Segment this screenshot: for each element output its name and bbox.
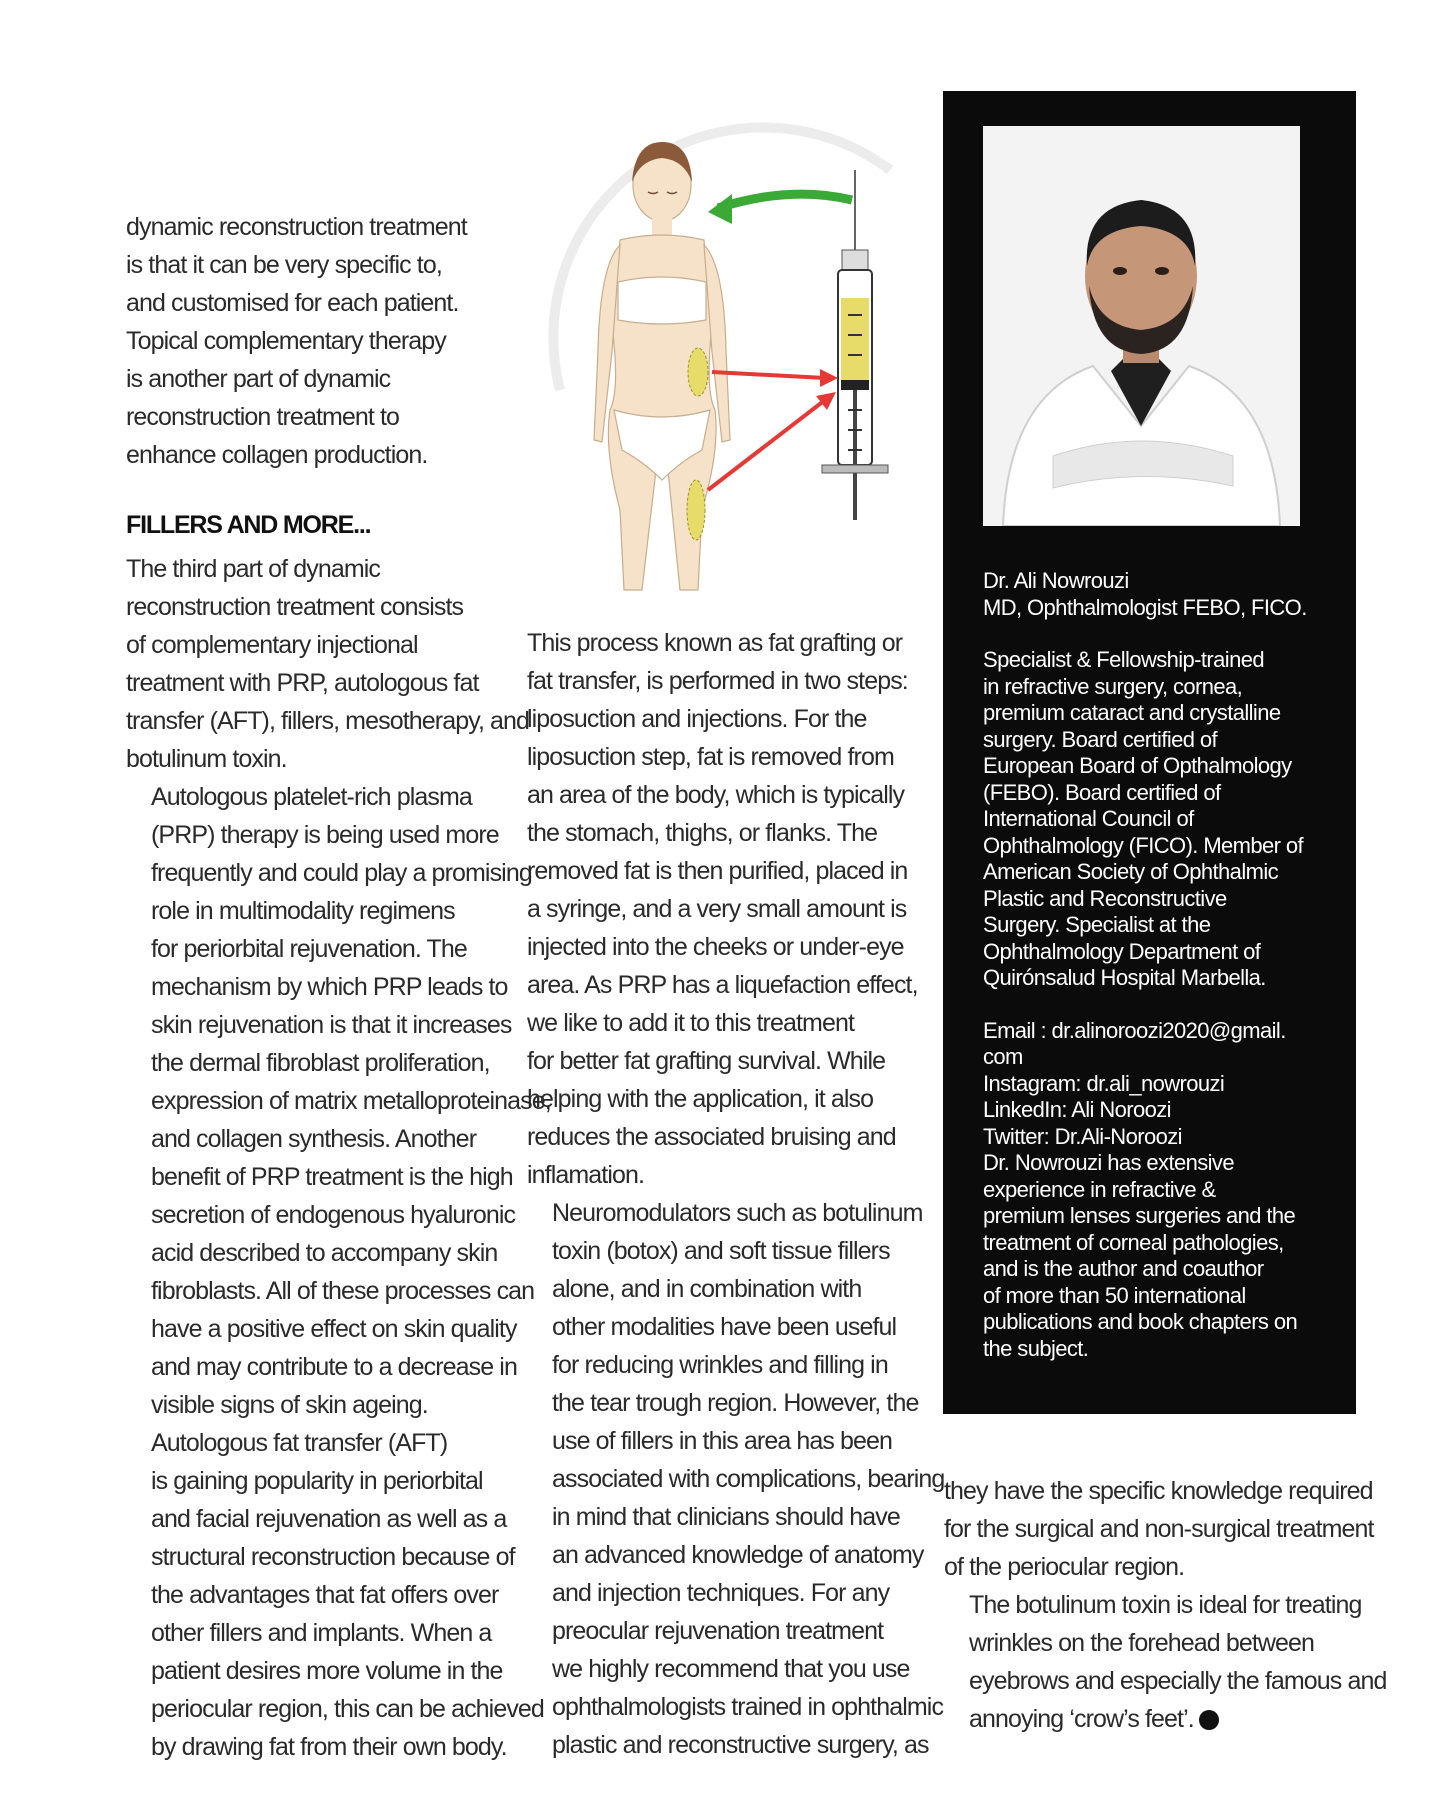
last-line <box>944 1700 1364 1738</box>
text-line: mechanism by which PRP leads to <box>151 973 508 1001</box>
text-line: liposuction and injections. For the <box>527 705 867 733</box>
syringe-hub <box>842 250 868 270</box>
bio-text <box>983 568 1343 1362</box>
column-1-top-text <box>126 208 506 474</box>
green-arrowhead <box>708 194 732 224</box>
text-line: Autologous platelet-rich plasma <box>151 783 472 811</box>
text-line: other fillers and implants. When a <box>151 1619 492 1647</box>
plunger-head <box>841 380 869 390</box>
text-line: (PRP) therapy is being used more <box>151 821 499 849</box>
paragraph-neuromodulators <box>527 1194 945 1764</box>
paragraph-third-part <box>126 550 530 778</box>
text-line: is another part of dynamic <box>126 365 391 393</box>
text-line: secretion of endogenous hyaluronic <box>151 1201 516 1229</box>
text-line: inflamation. <box>527 1161 645 1189</box>
text-line: benefit of PRP treatment is the high <box>151 1163 513 1191</box>
text-line: Ophthalmology (FICO). Member of <box>983 832 1304 858</box>
text-line: Ophthalmology Department of <box>983 938 1261 964</box>
text-line: enhance collagen production. <box>126 441 428 469</box>
text-line: for the surgical and non-surgical treatment <box>944 1515 1374 1543</box>
text-line: is that it can be very specific to, <box>126 251 442 279</box>
text-line: premium cataract and crystalline <box>983 700 1281 725</box>
text-line: in mind that clinicians should have <box>552 1503 900 1531</box>
author-bio-box <box>943 91 1356 1414</box>
fat-area-thigh <box>687 480 705 540</box>
text-line: Quirónsalud Hospital Marbella. <box>983 965 1266 990</box>
text-line: Plastic and Reconstructive <box>983 885 1227 911</box>
text-line: the subject. <box>983 1335 1089 1361</box>
text-line: the stomach, thighs, or flanks. The <box>527 819 878 847</box>
text-line: dynamic reconstruction treatment <box>126 213 467 241</box>
column-2-body <box>527 624 945 1764</box>
paragraph-aft <box>126 1424 544 1766</box>
text-line: an advanced knowledge of anatomy <box>552 1541 924 1569</box>
text-line: The botulinum toxin is ideal for treating <box>969 1591 1362 1619</box>
author-experience <box>983 1150 1343 1362</box>
text-line: and injection techniques. For any <box>552 1579 890 1607</box>
text-line: Instagram: dr.ali_nowrouzi <box>983 1070 1225 1096</box>
text-line: a syringe, and a very small amount is <box>527 895 907 923</box>
text-line: of more than 50 international <box>983 1282 1246 1308</box>
author-name: Dr. Ali Nowrouzi <box>983 568 1129 593</box>
crows-feet-text: annoying ‘crow’s feet’. <box>969 1705 1194 1733</box>
paragraph-prp <box>126 778 551 1424</box>
text-line: Neuromodulators such as botulinum <box>552 1199 923 1227</box>
illustration-svg <box>470 90 920 610</box>
text-line: associated with complications, bearing <box>552 1465 945 1493</box>
text-line: treatment with PRP, autologous fat <box>126 669 479 697</box>
text-line: fat transfer, is performed in two steps: <box>527 667 908 695</box>
text-line: by drawing fat from their own body. <box>151 1733 507 1761</box>
text-line: International Council of <box>983 806 1194 831</box>
text-line: Email : dr.alinoroozi2020@gmail. <box>983 1017 1286 1043</box>
text-line: plastic and reconstructive surgery, as <box>552 1731 929 1759</box>
text-line: alone, and in combination with <box>552 1275 862 1303</box>
column-1-body <box>126 550 551 1766</box>
text-line: and is the author and coauthor <box>983 1256 1264 1281</box>
text-line: have a positive effect on skin quality <box>151 1315 517 1343</box>
text-line: use of fillers in this area has been <box>552 1427 893 1455</box>
botulinum-lines <box>944 1586 1387 1700</box>
syringe-fat <box>841 298 869 380</box>
text-line: visible signs of skin ageing. <box>151 1391 428 1419</box>
left-eye <box>1113 267 1127 275</box>
text-line: wrinkles on the forehead between <box>969 1629 1315 1657</box>
text-line: structural reconstruction because of <box>151 1543 515 1571</box>
text-line: of the periocular region. <box>944 1553 1185 1581</box>
text-line: experience in refractive & <box>983 1176 1216 1202</box>
text-line: other modalities have been useful <box>552 1313 897 1341</box>
green-arrow-to-face <box>718 194 852 208</box>
text-line: we like to add it to this treatment <box>527 1009 855 1037</box>
red-arrowhead-1 <box>820 369 838 387</box>
text-line: Twitter: Dr.Ali-Noroozi <box>983 1123 1182 1149</box>
author-title: MD, Ophthalmologist FEBO, FICO. <box>983 594 1307 620</box>
text-line: periocular region, this can be achieved <box>151 1695 544 1723</box>
text-line: for better fat grafting survival. While <box>527 1047 886 1075</box>
text-line: This process known as fat grafting or <box>527 629 903 657</box>
author-contacts <box>983 1018 1343 1151</box>
text-line: and may contribute to a decrease in <box>151 1353 517 1381</box>
text-line: the dermal fibroblast proliferation, <box>151 1049 490 1077</box>
paragraph-botulinum <box>944 1586 1387 1738</box>
text-line: fibroblasts. All of these processes can <box>151 1277 535 1305</box>
text-line: ophthalmologists trained in ophthalmic <box>552 1693 944 1721</box>
text-line: in refractive surgery, cornea, <box>983 673 1243 699</box>
text-line: acid described to accompany skin <box>151 1239 498 1267</box>
text-line: for reducing wrinkles and filling in <box>552 1351 888 1379</box>
text-line: area. As PRP has a liquefaction effect, <box>527 971 918 999</box>
text-line: Topical complementary therapy <box>126 327 446 355</box>
text-line: botulinum toxin. <box>126 745 287 773</box>
fat-area-flank <box>688 348 708 396</box>
author-photo <box>983 126 1300 526</box>
text-line: injected into the cheeks or under-eye <box>527 933 904 961</box>
text-line: reduces the associated bruising and <box>527 1123 896 1151</box>
text-line: Specialist & Fellowship-trained <box>983 647 1264 672</box>
section-heading: FILLERS AND MORE... <box>126 511 371 539</box>
column-3-body <box>944 1472 1387 1738</box>
text-line: for periorbital rejuvenation. The <box>151 935 467 963</box>
text-line: patient desires more volume in the <box>151 1657 503 1685</box>
text-line: reconstruction treatment consists <box>126 593 464 621</box>
red-arrow-flank <box>712 372 825 378</box>
text-line: the tear trough region. However, the <box>552 1389 919 1417</box>
paragraph-knowledge <box>944 1472 1374 1586</box>
text-line: we highly recommend that you use <box>552 1655 910 1683</box>
text-line: publications and book chapters on <box>983 1309 1298 1334</box>
author-description <box>983 647 1343 992</box>
body-figure <box>594 142 730 590</box>
end-of-article-icon: e <box>1199 1710 1219 1730</box>
text-line: Dr. Nowrouzi has extensive <box>983 1150 1234 1175</box>
text-line: frequently and could play a promising <box>151 859 532 887</box>
text-line: liposuction step, fat is removed from <box>527 743 894 771</box>
text-line: and facial rejuvenation as well as a <box>151 1505 507 1533</box>
text-line: surgery. Board certified of <box>983 726 1218 752</box>
text-line: helping with the application, it also <box>527 1085 874 1113</box>
text-line: of complementary injectional <box>126 631 418 659</box>
text-line: eyebrows and especially the famous and <box>969 1667 1387 1695</box>
finger-flange <box>822 465 888 473</box>
text-line: premium lenses surgeries and the <box>983 1203 1296 1228</box>
text-line: Autologous fat transfer (AFT) <box>151 1429 448 1457</box>
text-line: the advantages that fat offers over <box>151 1581 499 1609</box>
author-portrait <box>983 126 1300 526</box>
text-line: The third part of dynamic <box>126 555 381 583</box>
fat-transfer-illustration <box>470 90 920 610</box>
text-line: toxin (botox) and soft tissue fillers <box>552 1237 890 1265</box>
text-line: transfer (AFT), fillers, mesotherapy, and <box>126 707 530 735</box>
top-garment <box>618 277 706 324</box>
text-line: preocular rejuvenation treatment <box>552 1617 884 1645</box>
right-eye <box>1155 267 1169 275</box>
text-line: they have the specific knowledge required <box>944 1477 1373 1505</box>
text-line: reconstruction treatment to <box>126 403 400 431</box>
text-line: removed fat is then purified, placed in <box>527 857 908 885</box>
text-line: American Society of Ophthalmic <box>983 859 1279 884</box>
text-line: com <box>983 1044 1023 1069</box>
paragraph-fat-grafting <box>527 624 917 1194</box>
text-line: European Board of Opthalmology <box>983 753 1292 778</box>
text-line: (FEBO). Board certified of <box>983 779 1221 805</box>
text-line: skin rejuvenation is that it increases <box>151 1011 512 1039</box>
text-line: treatment of corneal pathologies, <box>983 1229 1284 1255</box>
text-line: LinkedIn: Ali Noroozi <box>983 1097 1171 1122</box>
text-line: role in multimodality regimens <box>151 897 455 925</box>
text-line: and customised for each patient. <box>126 289 459 317</box>
syringe <box>822 170 888 520</box>
text-line: is gaining popularity in periorbital <box>151 1467 483 1495</box>
red-arrowhead-2 <box>816 392 836 410</box>
text-line: Surgery. Specialist at the <box>983 912 1211 937</box>
text-line: and collagen synthesis. Another <box>151 1125 477 1153</box>
text-line: an area of the body, which is typically <box>527 781 905 809</box>
text-line: expression of matrix metalloproteinase, <box>151 1087 551 1115</box>
